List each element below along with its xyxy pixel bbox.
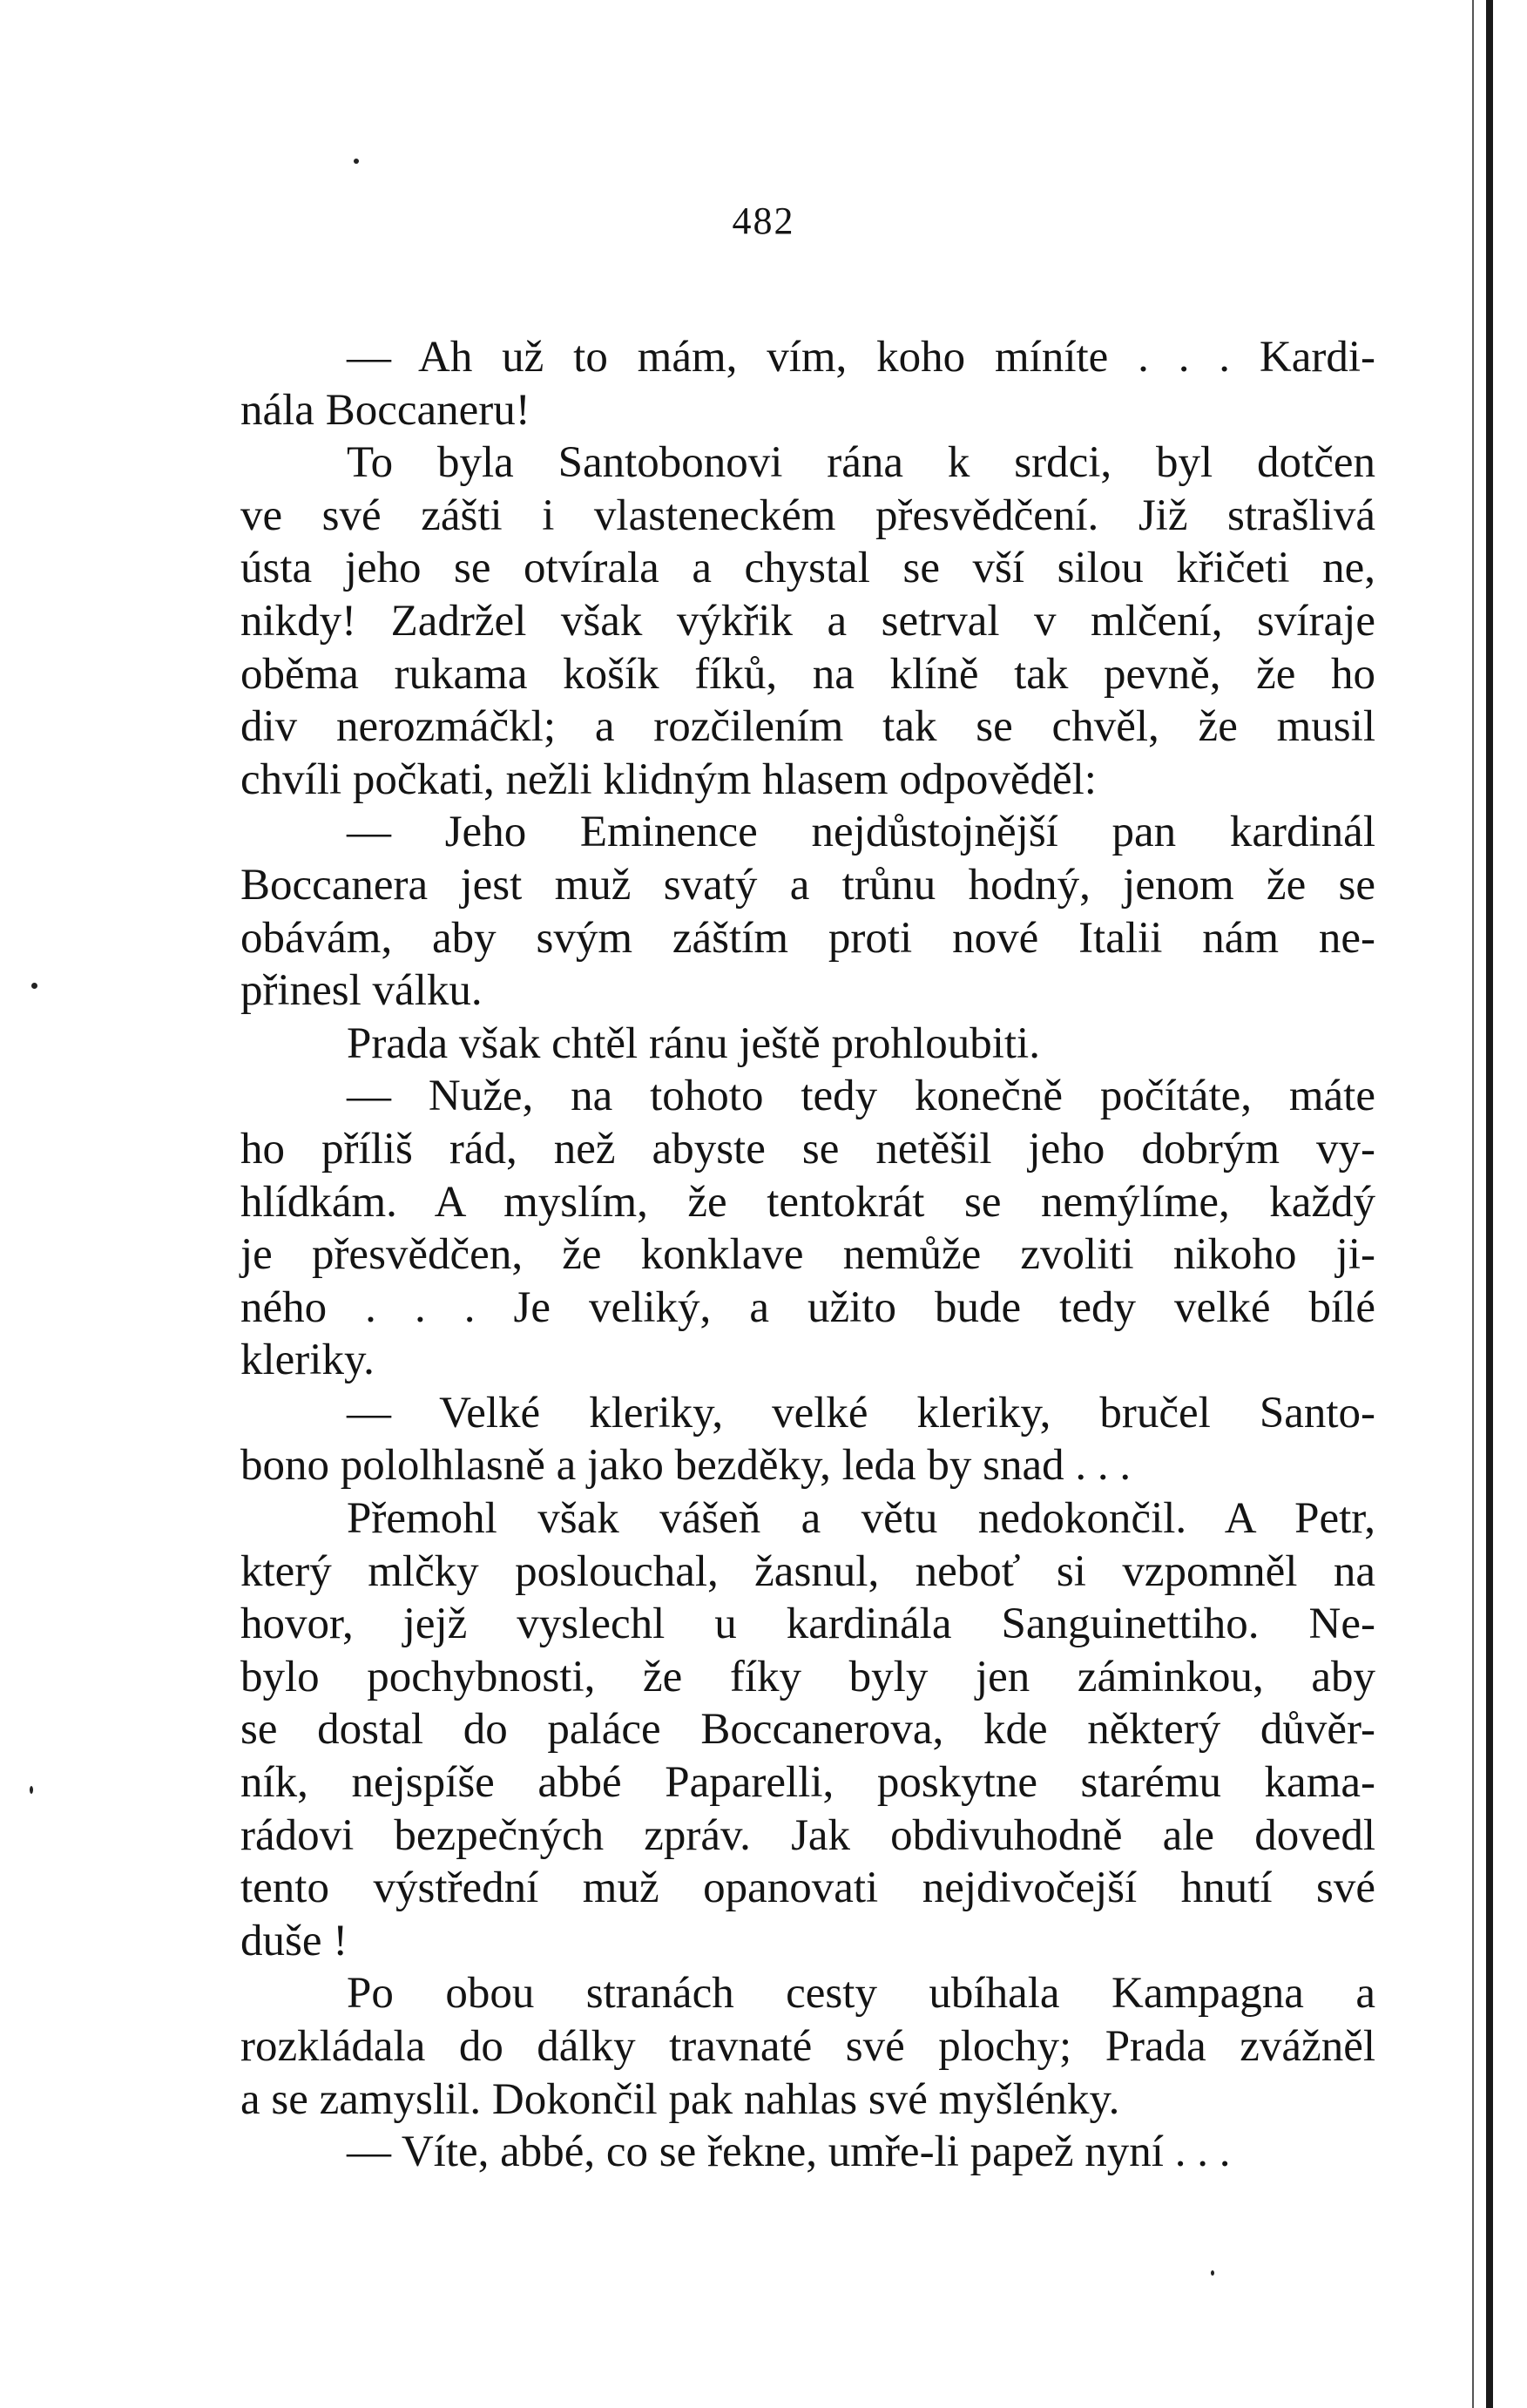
text-line: bylo pochybnosti, že fíky byly jen záminkou, aby [240,1652,1375,1701]
scan-speck [1211,2270,1214,2276]
scan-speck [31,983,37,989]
page-number: 482 [732,200,795,242]
text-line: To byla Santobonovi rána k srdci, byl dotčen [347,438,1375,488]
text-line: Boccanera jest muž svatý a trůnu hodný, jenom že se [240,860,1375,910]
text-line: kleriky. [240,1336,375,1385]
page-edge-border [1486,0,1493,2408]
text-line: se dostal do paláce Boccanerova, kde některý důvěr- [240,1705,1375,1755]
text-line: obávám, aby svým záštím proti nové Italii nám ne- [240,913,1375,963]
text-line: div nerozmáčkl; a rozčilením tak se chvěl, že musil [240,702,1375,752]
text-line: ústa jeho se otvírala a chystal se vší silou křičeti ne, [240,544,1375,593]
text-line: ník, nejspíše abbé Paparelli, poskytne starému kama- [240,1758,1375,1808]
text-line: je přesvědčen, že konklave nemůže zvoliti nikoho ji- [240,1230,1375,1280]
text-line: oběma rukama košík fíků, na klíně tak pevně, že ho [240,649,1375,699]
text-line: ve své zášti i vlasteneckém přesvědčení. Již strašlivá [240,490,1375,540]
text-line: ho příliš rád, než abyste se netěšil jeho dobrým vy- [240,1124,1375,1174]
text-line: Prada však chtěl ránu ještě prohloubiti. [347,1018,1040,1068]
text-line: — Ah už to mám, vím, koho míníte . . . Kardi- [347,333,1375,382]
body-text [240,331,1375,2179]
scan-speck [30,1786,33,1794]
text-line: přinesl válku. [240,966,483,1016]
text-line: — Velké kleriky, velké kleriky, bručel Santo- [347,1388,1375,1437]
text-line: bono pololhlasně a jako bezděky, leda by snad . . . [240,1441,1132,1491]
text-line: hovor, jejž vyslechl u kardinála Sanguinettiho. Ne- [240,1600,1375,1649]
text-line: hlídkám. A myslím, že tentokrát se nemýlíme, každý [240,1177,1375,1227]
page-edge-thin [1472,0,1474,2408]
text-line: nikdy! Zadržel však výkřik a setrval v mlčení, svíraje [240,596,1375,646]
text-line: nála Boccaneru! [240,385,530,435]
text-line: — Nuže, na tohoto tedy konečně počítáte, máte [347,1072,1375,1121]
text-line: rozkládala do dálky travnaté své plochy; Prada zvážněl [240,2022,1375,2071]
text-line: Po obou stranách cesty ubíhala Kampagna a [347,1969,1375,2019]
text-line: — Jeho Eminence nejdůstojnější pan kardinál [347,808,1375,857]
text-line: a se zamyslil. Dokončil pak nahlas své myšlénky. [240,2074,1120,2124]
text-line: duše ! [240,1916,348,1965]
scan-speck [354,159,359,164]
text-line: tento výstřední muž opanovati nejdivočejší hnutí své [240,1863,1375,1913]
text-line: Přemohl však vášeň a větu nedokončil. A Petr, [347,1494,1375,1544]
text-line: rádovi bezpečných zpráv. Jak obdivuhodně ale dovedl [240,1810,1375,1860]
text-line: chvíli počkati, nežli klidným hlasem odpověděl: [240,754,1097,804]
text-line: který mlčky poslouchal, žasnul, neboť si vzpomněl na [240,1546,1375,1596]
text-line: ného . . . Je veliký, a užito bude tedy velké bílé [240,1282,1375,1332]
text-line: — Víte, abbé, co se řekne, umře-li papež nyní . . . [347,2127,1231,2177]
